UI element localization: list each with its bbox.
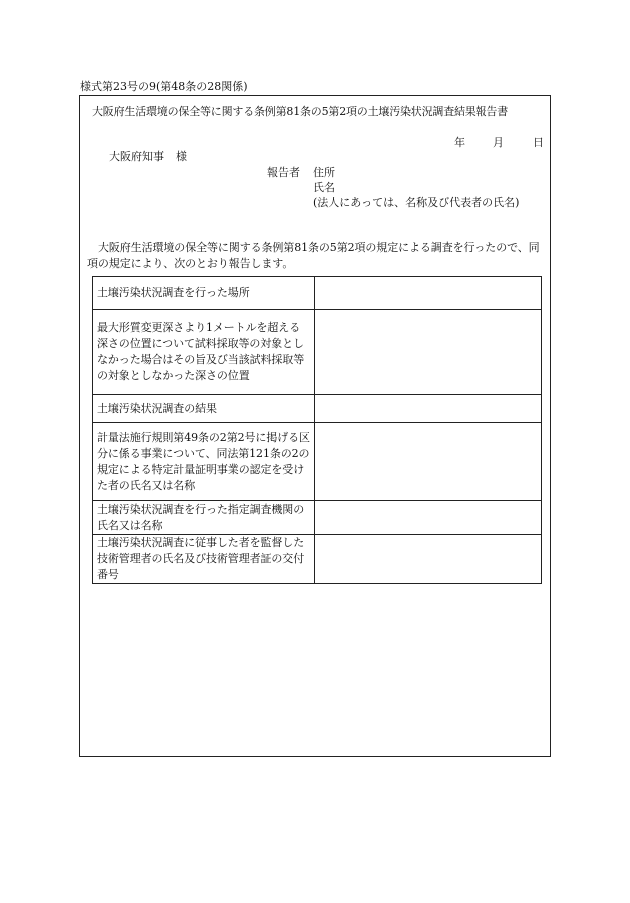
table-row	[93, 535, 542, 584]
row-value-survey-location[interactable]	[315, 277, 542, 310]
row-label-survey-location: 土壌汚染状況調査を行った場所	[93, 277, 315, 310]
report-statement: 大阪府生活環境の保全等に関する条例第81条の5第2項の規定による調査を行ったので、同項の規定により、次のとおり報告します。	[87, 241, 540, 270]
table-row	[93, 395, 542, 423]
table-row	[93, 310, 542, 395]
addressee-name: 大阪府知事	[109, 150, 164, 163]
addressee	[109, 150, 187, 164]
row-value-designated-agency[interactable]	[315, 501, 542, 535]
report-form-frame	[79, 95, 551, 757]
reporter-address-label: 住所	[313, 166, 335, 179]
row-label-designated-agency: 土壌汚染状況調査を行った指定調査機関の氏名又は名称	[93, 501, 315, 535]
report-title: 大阪府生活環境の保全等に関する条例第81条の5第2項の土壌汚染状況調査結果報告書	[92, 105, 508, 118]
table-row	[93, 501, 542, 535]
date-month-label: 月	[493, 136, 504, 149]
reporter-name-label: 氏名	[313, 181, 335, 194]
reporter-name-note: (法人にあっては、名称及び代表者の氏名)	[313, 196, 520, 209]
row-value-excluded-depth[interactable]	[315, 310, 542, 395]
table-row	[93, 423, 542, 501]
reporter-label: 報告者	[267, 166, 300, 179]
row-value-survey-result[interactable]	[315, 395, 542, 423]
report-table	[92, 276, 542, 584]
date-day-label: 日	[533, 136, 544, 149]
row-value-certified-measurer[interactable]	[315, 423, 542, 501]
row-value-technical-manager[interactable]	[315, 535, 542, 584]
row-label-survey-result: 土壌汚染状況調査の結果	[93, 395, 315, 423]
row-label-excluded-depth: 最大形質変更深さより1メートルを超える深さの位置について試料採取等の対象としなかった場合はその旨及び当該試料採取等の対象としなかった深さの位置	[93, 310, 315, 395]
addressee-honorific: 様	[176, 150, 187, 163]
row-label-technical-manager: 土壌汚染状況調査に従事した者を監督した技術管理者の氏名及び技術管理者証の交付番号	[93, 535, 315, 584]
date-year-label: 年	[454, 136, 465, 149]
form-number: 様式第23号の9(第48条の28関係)	[80, 80, 248, 93]
row-label-certified-measurer: 計量法施行規則第49条の2第2号に掲げる区分に係る事業について、同法第121条の2の規定による特定計量証明事業の認定を受けた者の氏名又は名称	[93, 423, 315, 501]
table-row	[93, 277, 542, 310]
